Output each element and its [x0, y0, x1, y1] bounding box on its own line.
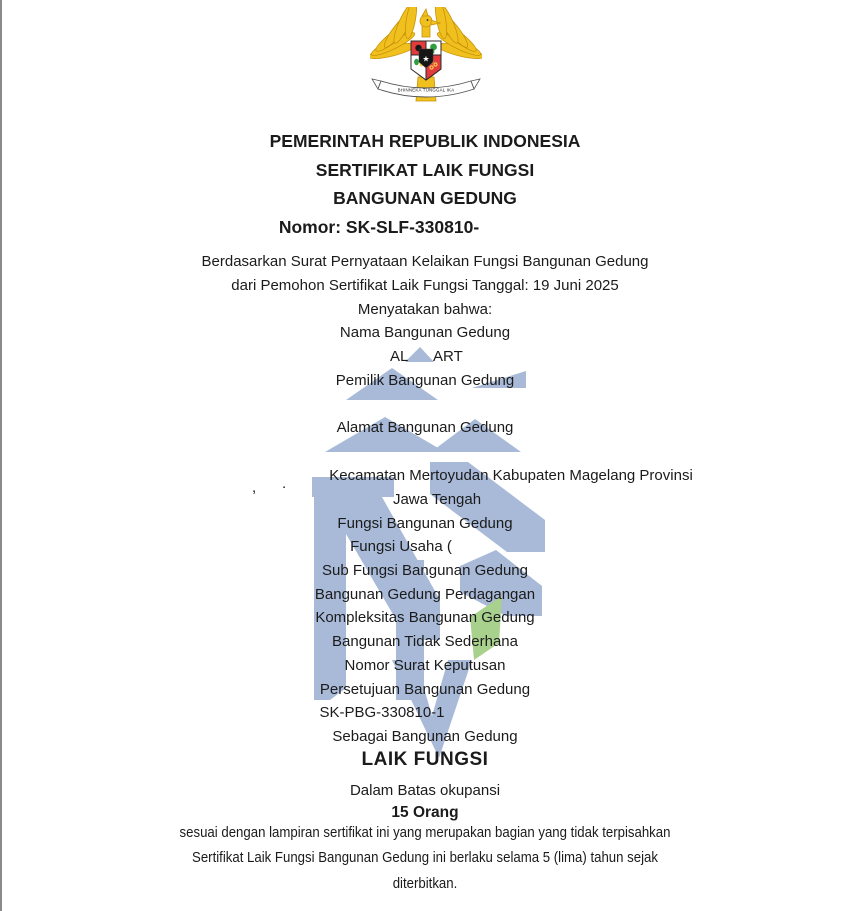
document-line: Nomor Surat Keputusan: [344, 657, 506, 674]
redaction-remnant: ,: [252, 479, 257, 496]
document-line: Dalam Batas okupansi: [349, 782, 501, 799]
document-line: Sertifikat Laik Fungsi Bangunan Gedung ini berlaku selama 5 (lima) tahun sejak: [192, 849, 658, 866]
star-symbol: ★: [422, 54, 430, 64]
document-line: Bangunan Tidak Sederhana: [332, 633, 518, 650]
header-certificate-title: SERTIFIKAT LAIK FUNGSI: [315, 160, 535, 180]
document-line: Nama Bangunan Gedung: [339, 324, 511, 341]
document-line: Fungsi Bangunan Gedung: [337, 515, 513, 532]
crest: [422, 9, 428, 16]
certificate-number: Nomor: SK-SLF-330810-: [278, 217, 480, 237]
redaction-remnant: .: [282, 475, 287, 492]
document-line: Sub Fungsi Bangunan Gedung: [322, 562, 528, 579]
document-line: Menyatakan bahwa:: [357, 301, 493, 318]
document-line: sesuai dengan lampiran sertifikat ini yang merupakan bagian yang tidak terpisahkan: [179, 824, 671, 841]
occupancy-limit: 15 Orang: [391, 804, 459, 821]
document-line: Alamat Bangunan Gedung: [336, 419, 514, 436]
document-line: SK-PBG-330810-1: [319, 704, 445, 721]
eye: [427, 19, 429, 21]
garuda-pancasila-emblem: [370, 7, 482, 111]
document-line: Sebagai Bangunan Gedung: [332, 728, 518, 745]
document-line: Pemilik Bangunan Gedung: [335, 372, 515, 389]
laik-fungsi-statement: LAIK FUNGSI: [361, 749, 489, 770]
banner-motto: BHINNEKA TUNGGAL IKA: [397, 87, 455, 93]
head: [420, 15, 432, 27]
header-government: PEMERINTAH REPUBLIK INDONESIA: [269, 131, 581, 151]
document-line: diterbitkan.: [392, 875, 458, 892]
document-line: Fungsi Usaha (: [350, 538, 452, 555]
rice-symbol: [414, 59, 419, 65]
header-certificate-subtitle: BANGUNAN GEDUNG: [333, 188, 517, 208]
document-line: dari Pemohon Sertifikat Laik Fungsi Tanggal: 19 Juni 2025: [231, 277, 619, 294]
document-line: Persetujuan Bangunan Gedung: [319, 681, 531, 698]
document-line: Kompleksitas Bangunan Gedung: [315, 609, 535, 626]
document-line: Bangunan Gedung Perdagangan: [314, 586, 536, 603]
document-line: Berdasarkan Surat Pernyataan Kelaikan Fungsi Bangunan Gedung: [201, 253, 649, 270]
document-line: Jawa Tengah: [392, 491, 482, 508]
document-line: Kecamatan Mertoyudan Kabupaten Magelang Provinsi: [329, 467, 693, 484]
building-name-fragment: ART: [433, 348, 463, 365]
building-name-fragment: AL: [390, 348, 409, 365]
